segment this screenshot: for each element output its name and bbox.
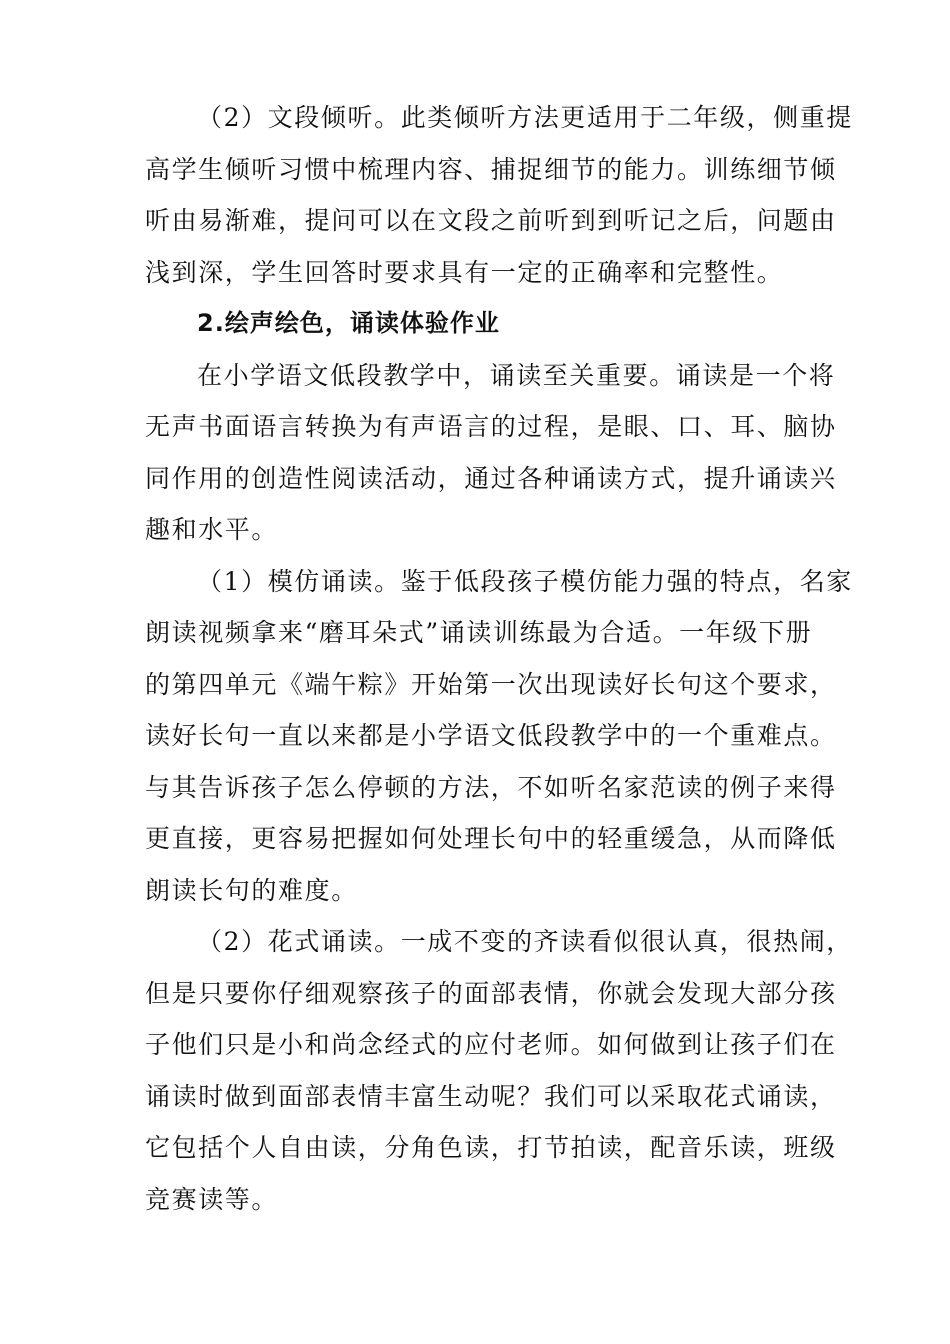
section-heading: 2.绘声绘色，诵读体验作业	[197, 309, 500, 337]
text-line: 听由易渐难，提问可以在文段之前听到到听记之后，问题由	[145, 206, 837, 235]
text-line: 高学生倾听习惯中梳理内容、捕捉细节的能力。训练细节倾	[145, 154, 837, 184]
paragraph-imitation-reading	[145, 556, 853, 917]
text-line: 但是只要你仔细观察孩子的面部表情，你就会发现大部分孩	[145, 978, 837, 1008]
text-line: 在小学语文低段教学中，诵读至关重要。诵读是一个将	[197, 360, 836, 390]
text-line: （1）模仿诵读。鉴于低段孩子模仿能力强的特点，名家	[197, 566, 853, 596]
text-line: 浅到深，学生回答时要求具有一定的正确率和完整性。	[145, 257, 784, 287]
text-line: （2）文段倾听。此类倾听方法更适用于二年级，侧重提	[197, 103, 853, 132]
text-line: 与其告诉孩子怎么停顿的方法，不如听名家范读的例子来得	[145, 772, 837, 802]
text-line: 竞赛读等。	[145, 1184, 279, 1214]
text-line: 读好长句一直以来都是小学语文低段教学中的一个重难点。	[145, 721, 837, 750]
text-line: 它包括个人自由读，分角色读，打节拍读，配音乐读，班级	[145, 1133, 837, 1162]
text-line: 无声书面语言转换为有声语言的过程，是眼、口、耳、脑协	[145, 412, 837, 441]
document-body	[145, 92, 853, 1225]
paragraph-text-segment-listening	[145, 92, 853, 298]
text-line: 诵读时做到面部表情丰富生动呢？我们可以采取花式诵读，	[145, 1081, 837, 1111]
text-line: （2）花式诵读。一成不变的齐读看似很认真，很热闹，	[197, 927, 853, 956]
paragraph-reading-intro	[145, 350, 837, 556]
text-line: 更直接，更容易把握如何处理长句中的轻重缓急，从而降低	[145, 824, 837, 853]
text-line: 子他们只是小和尚念经式的应付老师。如何做到让孩子们在	[145, 1030, 837, 1059]
text-line: 趣和水平。	[145, 515, 279, 544]
text-line: 的第四单元《端午粽》开始第一次出现读好长句这个要求，	[145, 669, 837, 699]
text-line: 朗读长句的难度。	[145, 875, 358, 905]
paragraph-fancy-reading	[145, 916, 853, 1225]
text-line: 朗读视频拿来“磨耳朵式”诵读训练最为合适。一年级下册	[145, 618, 813, 647]
text-line: 同作用的创造性阅读活动，通过各种诵读方式，提升诵读兴	[145, 463, 837, 493]
section-heading-container	[145, 298, 810, 350]
